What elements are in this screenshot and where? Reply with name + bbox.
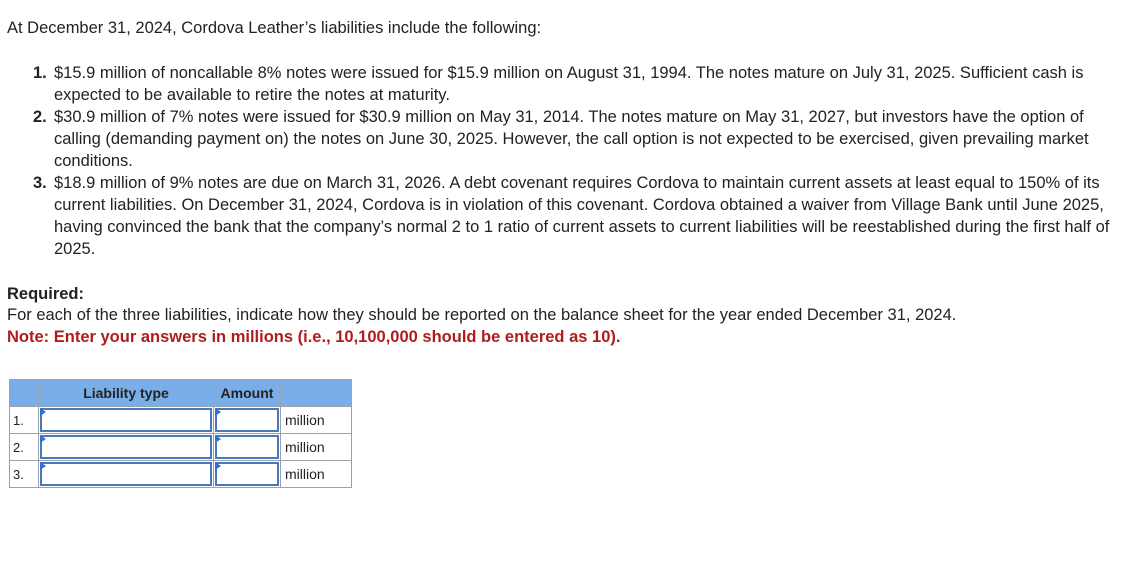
liability-type-header: Liability type [39, 380, 214, 407]
amount-cell [214, 407, 281, 434]
item-text: $15.9 million of noncallable 8% notes were issued for $15.9 million on August 31, 1994. The notes mature on July 31, 2025. Sufficient cash is expected to be available to retire the notes at maturity. [54, 64, 1084, 104]
table-header-row [10, 380, 352, 407]
amount-header: Amount [214, 380, 281, 407]
unit-label: million [281, 461, 352, 488]
flag-icon [40, 435, 46, 443]
flag-icon [215, 408, 221, 416]
item-text: $18.9 million of 9% notes are due on March 31, 2026. A debt covenant requires Cordova to maintain current assets at least equal to 150% of its current liabilities. On December 31, 2024, Cordova is in violation of this covenant. Cordova obtained a waiver from Village Bank until June 2025, having convinced the bank that the company’s normal 2 to 1 ratio of current assets to current liabilities will be reestablished during the first half of 2025. [54, 174, 1110, 258]
liability-type-input-2[interactable] [40, 435, 212, 459]
item-number: 2. [33, 108, 47, 126]
liability-type-cell [39, 434, 214, 461]
intro-text: At December 31, 2024, Cordova Leather’s liabilities include the following: [7, 19, 542, 37]
note-text: Note: Enter your answers in millions (i.e., 10,100,000 should be entered as 10). [7, 328, 621, 346]
flag-icon [215, 435, 221, 443]
amount-input-2[interactable] [215, 435, 279, 459]
liability-type-input-3[interactable] [40, 462, 212, 486]
flag-icon [215, 462, 221, 470]
row-number-header [10, 380, 39, 407]
row-number: 2. [10, 434, 39, 461]
item-number: 3. [33, 174, 47, 192]
liability-list [33, 62, 1129, 260]
item-text: $30.9 million of 7% notes were issued for $30.9 million on May 31, 2014. The notes mature on May 31, 2027, but investors have the option of calling (demanding payment on) the notes on June 30, 2025. However, the call option is not expected to be exercised, given prevailing market conditions. [54, 108, 1089, 170]
row-number: 1. [10, 407, 39, 434]
table-row [10, 461, 352, 488]
list-item [33, 106, 1129, 172]
required-label: Required: [7, 285, 85, 303]
liability-type-cell [39, 407, 214, 434]
table-row [10, 434, 352, 461]
flag-icon [40, 408, 46, 416]
unit-label: million [281, 407, 352, 434]
liability-type-input-1[interactable] [40, 408, 212, 432]
unit-header [281, 380, 352, 407]
unit-label: million [281, 434, 352, 461]
amount-input-1[interactable] [215, 408, 279, 432]
amount-cell [214, 434, 281, 461]
item-number: 1. [33, 64, 47, 82]
amount-cell [214, 461, 281, 488]
table-row [10, 407, 352, 434]
required-text: For each of the three liabilities, indicate how they should be reported on the balance sheet for the year ended December 31, 2024. [7, 306, 957, 324]
flag-icon [40, 462, 46, 470]
answer-table [9, 379, 352, 488]
amount-input-3[interactable] [215, 462, 279, 486]
list-item [33, 172, 1129, 260]
liability-type-cell [39, 461, 214, 488]
list-item [33, 62, 1129, 106]
row-number: 3. [10, 461, 39, 488]
